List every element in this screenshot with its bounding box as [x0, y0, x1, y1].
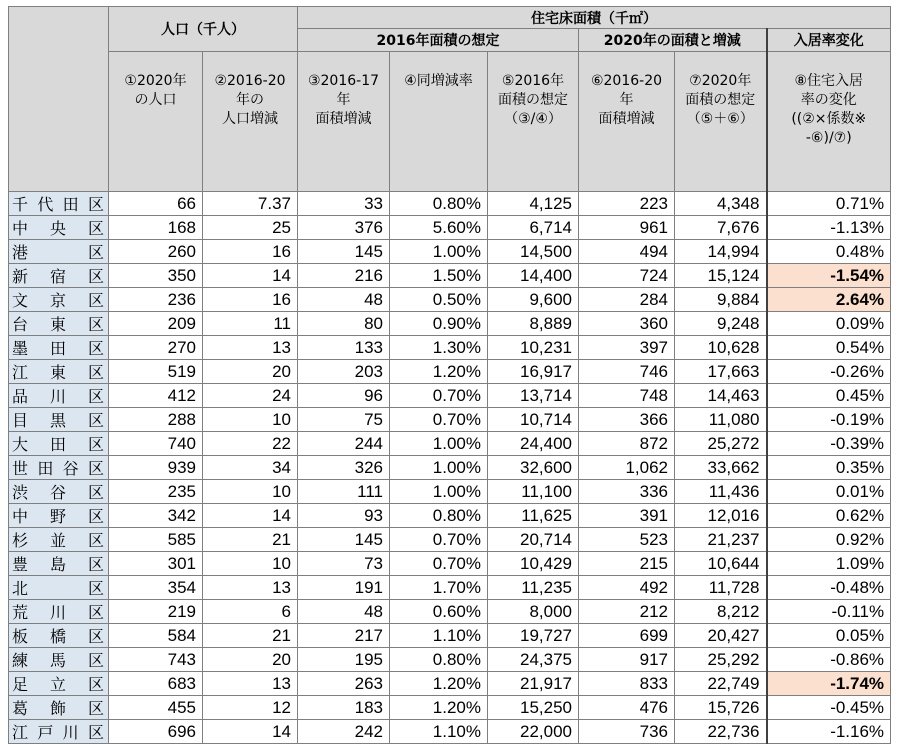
col-assumed-area-2020-cell: 25,272 [675, 432, 767, 456]
col-occupancy-rate-change-cell: 0.54% [767, 336, 891, 360]
col-assumed-area-2020-cell: 20,427 [675, 624, 767, 648]
column-header-line: ⑤2016年 [501, 73, 565, 89]
col-change-rate-cell: 1.30% [390, 336, 488, 360]
col-occupancy-rate-change-cell: -0.39% [767, 432, 891, 456]
col-population-change-cell: 10 [203, 552, 298, 576]
col-assumed-area-2020-cell: 9,248 [675, 312, 767, 336]
col-assumed-area-2016-cell: 11,235 [488, 576, 579, 600]
col-area-change-2016-17-cell: 33 [298, 192, 390, 216]
col-occupancy-rate-change-cell: 0.09% [767, 312, 891, 336]
col-assumed-area-2020-cell: 22,736 [675, 720, 767, 744]
col-assumed-area-2020-cell: 12,016 [675, 504, 767, 528]
col-occupancy-rate-change-cell: -0.11% [767, 600, 891, 624]
col-change-rate-cell: 1.00% [390, 480, 488, 504]
column-header-line: ②2016-20 [214, 73, 286, 89]
col-2020-population-cell: 354 [109, 576, 203, 600]
col-area-change-2016-20 [579, 52, 675, 192]
assumption-2016-header: 2016年面積の想定 [298, 29, 579, 52]
col-area-change-2016-17-cell: 216 [298, 264, 390, 288]
col-change-rate-cell: 1.10% [390, 720, 488, 744]
col-change-rate [390, 52, 488, 192]
col-population-change-cell: 34 [203, 456, 298, 480]
col-occupancy-rate-change-cell: 0.35% [767, 456, 891, 480]
col-area-change-2016-20-cell: 748 [579, 384, 675, 408]
col-occupancy-rate-change-cell: -0.19% [767, 408, 891, 432]
col-population-change-cell: 10 [203, 480, 298, 504]
col-area-change-2016-20-cell: 724 [579, 264, 675, 288]
col-2020-population-cell: 66 [109, 192, 203, 216]
col-area-change-2016-17-cell: 96 [298, 384, 390, 408]
col-area-change-2016-20-cell: 523 [579, 528, 675, 552]
col-change-rate-cell: 1.00% [390, 432, 488, 456]
column-header-line: の人口 [134, 92, 177, 108]
col-2020-population-cell: 519 [109, 360, 203, 384]
col-population-change-cell: 16 [203, 240, 298, 264]
col-assumed-area-2020-cell: 4,348 [675, 192, 767, 216]
table-row [9, 384, 891, 408]
table-row [9, 360, 891, 384]
col-2020-population-cell: 168 [109, 216, 203, 240]
col-change-rate-cell: 1.10% [390, 624, 488, 648]
ward-name-cell: 品川区 [9, 384, 109, 408]
col-occupancy-rate-change-cell: -1.16% [767, 720, 891, 744]
col-area-change-2016-20-cell: 476 [579, 696, 675, 720]
col-area-change-2016-20-cell: 833 [579, 672, 675, 696]
col-assumed-area-2020-cell: 11,436 [675, 480, 767, 504]
col-assumed-area-2020-cell: 25,292 [675, 648, 767, 672]
table-row [9, 552, 891, 576]
col-occupancy-rate-change-cell: -0.26% [767, 360, 891, 384]
col-assumed-area-2020-cell: 15,124 [675, 264, 767, 288]
column-header-line: ①2020年 [124, 73, 187, 89]
ward-name-cell: 江戸川区 [9, 720, 109, 744]
col-area-change-2016-20-cell: 492 [579, 576, 675, 600]
col-assumed-area-2016-cell: 14,500 [488, 240, 579, 264]
col-2020-population-cell: 235 [109, 480, 203, 504]
column-header-line: ④同増減率 [404, 73, 473, 89]
col-occupancy-rate-change-cell: 0.45% [767, 384, 891, 408]
col-population-change-cell: 20 [203, 648, 298, 672]
col-change-rate-cell: 0.50% [390, 288, 488, 312]
col-assumed-area-2016-cell: 19,727 [488, 624, 579, 648]
col-population-change-cell: 7.37 [203, 192, 298, 216]
col-assumed-area-2016-cell: 24,400 [488, 432, 579, 456]
col-assumed-area-2020-cell: 33,662 [675, 456, 767, 480]
col-area-change-2016-20-cell: 746 [579, 360, 675, 384]
col-area-change-2016-20-cell: 391 [579, 504, 675, 528]
ward-name-cell: 足立区 [9, 672, 109, 696]
ward-name-cell: 荒川区 [9, 600, 109, 624]
col-area-change-2016-17-cell: 133 [298, 336, 390, 360]
ward-name-cell: 葛飾区 [9, 696, 109, 720]
col-assumed-area-2020-cell: 8,212 [675, 600, 767, 624]
ward-name-cell: 板橋区 [9, 624, 109, 648]
col-2020-population-cell: 585 [109, 528, 203, 552]
col-assumed-area-2016-cell: 10,714 [488, 408, 579, 432]
population-group-header: 人口（千人） [109, 7, 298, 52]
col-population-change-cell: 14 [203, 504, 298, 528]
col-assumed-area-2020-cell: 21,237 [675, 528, 767, 552]
col-2020-population-cell: 270 [109, 336, 203, 360]
col-occupancy-rate-change-cell: 1.09% [767, 552, 891, 576]
col-assumed-area-2020-cell: 11,728 [675, 576, 767, 600]
table-row [9, 648, 891, 672]
col-change-rate-cell: 0.70% [390, 384, 488, 408]
col-area-change-2016-20-cell: 215 [579, 552, 675, 576]
col-occupancy-rate-change-cell: 0.71% [767, 192, 891, 216]
col-occupancy-rate-change-cell: 0.01% [767, 480, 891, 504]
col-2020-population-cell: 350 [109, 264, 203, 288]
column-header-line: 年 [619, 92, 634, 108]
col-2020-population-cell: 288 [109, 408, 203, 432]
col-population-change-cell: 22 [203, 432, 298, 456]
col-assumed-area-2016-cell: 9,600 [488, 288, 579, 312]
column-header-line: （⑤＋⑥） [686, 111, 754, 127]
column-header-line: 面積増減 [598, 111, 655, 127]
col-change-rate-cell: 0.80% [390, 504, 488, 528]
col-change-rate-cell: 1.20% [390, 696, 488, 720]
col-area-change-2016-17-cell: 376 [298, 216, 390, 240]
col-assumed-area-2016-cell: 6,714 [488, 216, 579, 240]
column-header-line: 率の変化 [800, 92, 857, 108]
col-change-rate-cell: 0.70% [390, 528, 488, 552]
column-header-line: 人口増減 [222, 111, 278, 127]
col-assumed-area-2016-cell: 11,100 [488, 480, 579, 504]
col-occupancy-rate-change [767, 52, 891, 192]
column-header-line: 年の [236, 92, 264, 108]
ward-name-cell: 港区 [9, 240, 109, 264]
col-change-rate-cell: 0.80% [390, 192, 488, 216]
col-area-change-2016-17 [298, 52, 390, 192]
col-area-change-2016-20-cell: 360 [579, 312, 675, 336]
col-area-change-2016-20-cell: 223 [579, 192, 675, 216]
col-change-rate-cell: 1.00% [390, 456, 488, 480]
col-2020-population-cell: 301 [109, 552, 203, 576]
ward-name-cell: 文京区 [9, 288, 109, 312]
col-assumed-area-2020-cell: 10,628 [675, 336, 767, 360]
col-area-change-2016-17-cell: 203 [298, 360, 390, 384]
ward-name-cell: 台東区 [9, 312, 109, 336]
col-2020-population [109, 52, 203, 192]
ward-name-cell: 世田谷区 [9, 456, 109, 480]
col-assumed-area-2016-cell: 20,714 [488, 528, 579, 552]
corner-header-cell [9, 7, 109, 192]
col-population-change-cell: 20 [203, 360, 298, 384]
col-occupancy-rate-change-cell: -1.54% [767, 264, 891, 288]
col-area-change-2016-17-cell: 73 [298, 552, 390, 576]
col-area-change-2016-17-cell: 145 [298, 240, 390, 264]
col-assumed-area-2016-cell: 8,000 [488, 600, 579, 624]
col-change-rate-cell: 1.20% [390, 672, 488, 696]
col-2020-population-cell: 455 [109, 696, 203, 720]
col-population-change-cell: 13 [203, 672, 298, 696]
column-header-line: ③2016-17 [307, 73, 380, 89]
col-area-change-2016-17-cell: 80 [298, 312, 390, 336]
table-row [9, 336, 891, 360]
col-occupancy-rate-change-cell: -0.86% [767, 648, 891, 672]
ward-name-cell: 墨田区 [9, 336, 109, 360]
col-2020-population-cell: 342 [109, 504, 203, 528]
col-area-change-2016-17-cell: 183 [298, 696, 390, 720]
col-assumed-area-2016-cell: 21,917 [488, 672, 579, 696]
column-header-line: ⑧住宅入居 [794, 73, 864, 89]
col-2020-population-cell: 743 [109, 648, 203, 672]
col-population-change-cell: 16 [203, 288, 298, 312]
table-row [9, 720, 891, 744]
col-occupancy-rate-change-cell: 0.48% [767, 240, 891, 264]
col-assumed-area-2016-cell: 10,429 [488, 552, 579, 576]
col-2020-population-cell: 740 [109, 432, 203, 456]
col-assumed-area-2016-cell: 32,600 [488, 456, 579, 480]
column-header-line: 面積増減 [315, 111, 372, 127]
col-2020-population-cell: 209 [109, 312, 203, 336]
col-assumed-area-2020-cell: 9,884 [675, 288, 767, 312]
ward-name-cell: 杉並区 [9, 528, 109, 552]
col-change-rate-cell: 0.70% [390, 552, 488, 576]
col-area-change-2016-17-cell: 263 [298, 672, 390, 696]
col-area-change-2016-17-cell: 111 [298, 480, 390, 504]
column-header-line: ((②×係数※ [791, 111, 867, 127]
col-area-change-2016-20-cell: 494 [579, 240, 675, 264]
col-2020-population-cell: 683 [109, 672, 203, 696]
table-row [9, 528, 891, 552]
population-housing-table [8, 6, 891, 744]
col-change-rate-cell: 5.60% [390, 216, 488, 240]
col-assumed-area-2016-cell: 24,375 [488, 648, 579, 672]
table-row [9, 480, 891, 504]
col-change-rate-cell: 1.20% [390, 360, 488, 384]
table-row [9, 312, 891, 336]
col-assumed-area-2020-cell: 17,663 [675, 360, 767, 384]
column-header-line: 面積の想定 [498, 92, 568, 108]
table-row [9, 408, 891, 432]
col-2020-population-cell: 236 [109, 288, 203, 312]
col-assumed-area-2020-cell: 10,644 [675, 552, 767, 576]
ward-name-cell: 渋谷区 [9, 480, 109, 504]
col-area-change-2016-17-cell: 145 [298, 528, 390, 552]
ward-name-cell: 千代田区 [9, 192, 109, 216]
col-change-rate-cell: 1.50% [390, 264, 488, 288]
ward-name-cell: 江東区 [9, 360, 109, 384]
ward-name-cell: 大田区 [9, 432, 109, 456]
col-assumed-area-2020-cell: 11,080 [675, 408, 767, 432]
col-2020-population-cell: 219 [109, 600, 203, 624]
col-assumed-area-2020-cell: 22,749 [675, 672, 767, 696]
column-header-line: ⑦2020年 [689, 73, 752, 89]
col-area-change-2016-17-cell: 48 [298, 600, 390, 624]
col-assumed-area-2016-cell: 22,000 [488, 720, 579, 744]
col-population-change [203, 52, 298, 192]
column-header-line: ⑥2016-20 [590, 73, 663, 89]
col-change-rate-cell: 1.70% [390, 576, 488, 600]
col-change-rate-cell: 0.70% [390, 408, 488, 432]
col-area-change-2016-20-cell: 917 [579, 648, 675, 672]
table-row [9, 576, 891, 600]
col-area-change-2016-17-cell: 48 [298, 288, 390, 312]
table-row [9, 696, 891, 720]
table-body [9, 192, 891, 744]
col-occupancy-rate-change-cell: 2.64% [767, 288, 891, 312]
col-occupancy-rate-change-cell: -1.13% [767, 216, 891, 240]
col-area-change-2016-17-cell: 217 [298, 624, 390, 648]
col-assumed-area-2020-cell: 15,726 [675, 696, 767, 720]
col-occupancy-rate-change-cell: 0.62% [767, 504, 891, 528]
col-2020-population-cell: 939 [109, 456, 203, 480]
col-change-rate-cell: 0.60% [390, 600, 488, 624]
col-assumed-area-2020-cell: 7,676 [675, 216, 767, 240]
col-assumed-area-2016 [488, 52, 579, 192]
col-population-change-cell: 13 [203, 576, 298, 600]
col-occupancy-rate-change-cell: -0.48% [767, 576, 891, 600]
column-header-line: （③/④） [504, 111, 562, 127]
col-2020-population-cell: 412 [109, 384, 203, 408]
col-assumed-area-2016-cell: 10,231 [488, 336, 579, 360]
col-area-change-2016-20-cell: 397 [579, 336, 675, 360]
ward-name-cell: 北区 [9, 576, 109, 600]
col-assumed-area-2016-cell: 13,714 [488, 384, 579, 408]
table-row [9, 600, 891, 624]
col-population-change-cell: 24 [203, 384, 298, 408]
column-header-row [9, 52, 891, 192]
col-change-rate-cell: 0.80% [390, 648, 488, 672]
col-area-change-2016-17-cell: 244 [298, 432, 390, 456]
table-row [9, 624, 891, 648]
col-area-change-2016-20-cell: 336 [579, 480, 675, 504]
col-population-change-cell: 14 [203, 720, 298, 744]
table-row [9, 288, 891, 312]
table-row [9, 504, 891, 528]
col-area-change-2016-20-cell: 1,062 [579, 456, 675, 480]
col-2020-population-cell: 260 [109, 240, 203, 264]
col-population-change-cell: 21 [203, 528, 298, 552]
col-area-change-2016-17-cell: 195 [298, 648, 390, 672]
col-assumed-area-2020-cell: 14,994 [675, 240, 767, 264]
ward-name-cell: 豊島区 [9, 552, 109, 576]
col-population-change-cell: 14 [203, 264, 298, 288]
col-area-change-2016-17-cell: 326 [298, 456, 390, 480]
column-header-line: -⑥)/⑦) [805, 130, 852, 146]
col-assumed-area-2020-cell: 14,463 [675, 384, 767, 408]
col-assumed-area-2016-cell: 16,917 [488, 360, 579, 384]
col-population-change-cell: 12 [203, 696, 298, 720]
col-assumed-area-2016-cell: 11,625 [488, 504, 579, 528]
column-header-line: 面積の想定 [685, 92, 756, 108]
table-row [9, 216, 891, 240]
col-occupancy-rate-change-cell: -0.45% [767, 696, 891, 720]
col-area-change-2016-20-cell: 961 [579, 216, 675, 240]
col-change-rate-cell: 0.90% [390, 312, 488, 336]
col-occupancy-rate-change-cell: 0.05% [767, 624, 891, 648]
column-header-line: 年 [336, 92, 351, 108]
col-occupancy-rate-change-cell: 0.92% [767, 528, 891, 552]
col-area-change-2016-17-cell: 191 [298, 576, 390, 600]
population-housing-table-container [8, 6, 891, 744]
col-change-rate-cell: 1.00% [390, 240, 488, 264]
col-population-change-cell: 6 [203, 600, 298, 624]
col-population-change-cell: 25 [203, 216, 298, 240]
col-assumed-area-2016-cell: 15,250 [488, 696, 579, 720]
col-population-change-cell: 11 [203, 312, 298, 336]
col-area-change-2016-17-cell: 242 [298, 720, 390, 744]
col-area-change-2016-20-cell: 736 [579, 720, 675, 744]
col-population-change-cell: 21 [203, 624, 298, 648]
col-assumed-area-2016-cell: 8,889 [488, 312, 579, 336]
col-area-change-2016-20-cell: 366 [579, 408, 675, 432]
col-population-change-cell: 10 [203, 408, 298, 432]
col-assumed-area-2016-cell: 4,125 [488, 192, 579, 216]
occupancy-change-header: 入居率変化 [767, 29, 891, 52]
col-population-change-cell: 13 [203, 336, 298, 360]
col-area-change-2016-20-cell: 212 [579, 600, 675, 624]
col-occupancy-rate-change-cell: -1.74% [767, 672, 891, 696]
ward-name-cell: 目黒区 [9, 408, 109, 432]
ward-name-cell: 練馬区 [9, 648, 109, 672]
col-area-change-2016-17-cell: 93 [298, 504, 390, 528]
col-assumed-area-2016-cell: 14,400 [488, 264, 579, 288]
col-area-change-2016-20-cell: 699 [579, 624, 675, 648]
ward-name-cell: 中央区 [9, 216, 109, 240]
table-row [9, 456, 891, 480]
floor-area-group-header: 住宅床面積（千㎡） [298, 7, 891, 29]
table-row [9, 240, 891, 264]
table-row [9, 264, 891, 288]
col-2020-population-cell: 696 [109, 720, 203, 744]
table-row [9, 192, 891, 216]
area-2020-header: 2020年の面積と増減 [579, 29, 767, 52]
table-row [9, 672, 891, 696]
col-area-change-2016-17-cell: 75 [298, 408, 390, 432]
col-area-change-2016-20-cell: 872 [579, 432, 675, 456]
col-assumed-area-2020 [675, 52, 767, 192]
table-row [9, 432, 891, 456]
col-area-change-2016-20-cell: 284 [579, 288, 675, 312]
col-2020-population-cell: 584 [109, 624, 203, 648]
ward-name-cell: 中野区 [9, 504, 109, 528]
ward-name-cell: 新宿区 [9, 264, 109, 288]
